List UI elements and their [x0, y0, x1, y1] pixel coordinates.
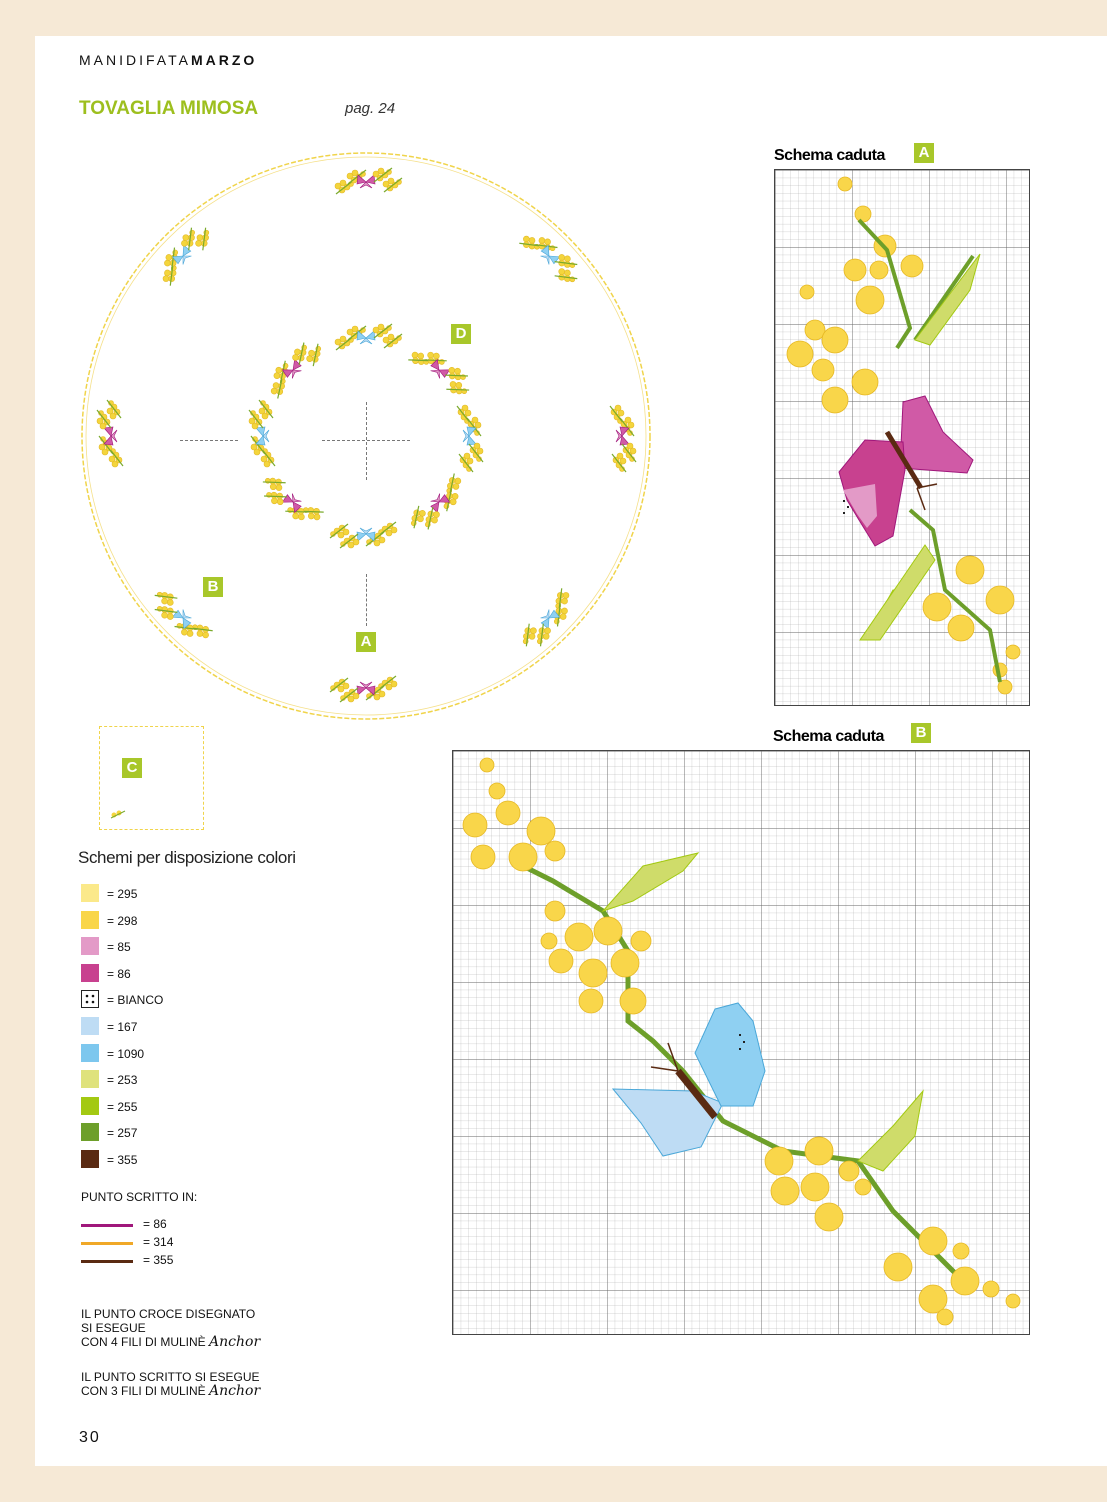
anchor-logo: Anchor [209, 1334, 261, 1350]
legend-code: = 86 [107, 966, 131, 981]
schema-b-title: Schema caduta [773, 728, 884, 745]
thread-line [81, 1224, 133, 1227]
color-swatch [81, 1017, 99, 1035]
note-line: IL PUNTO CROCE DISEGNATO [81, 1307, 256, 1321]
color-swatch [81, 911, 99, 929]
color-swatch [81, 990, 99, 1008]
color-swatch [81, 937, 99, 955]
legend-item [81, 884, 261, 904]
color-swatch [81, 1097, 99, 1115]
legend-code: = 253 [107, 1073, 138, 1088]
note-line [81, 1335, 260, 1349]
punto-scritto-item [81, 1234, 201, 1250]
legend-code: = 298 [107, 913, 138, 928]
color-swatch [81, 884, 99, 902]
legend-code: = 255 [107, 1099, 138, 1114]
page-reference: pag. 24 [345, 100, 396, 117]
color-swatch [81, 964, 99, 982]
dot-symbol [82, 991, 98, 1007]
punto-scritto-item [81, 1216, 201, 1232]
cross-stitch-note [81, 1307, 260, 1349]
legend-code: = BIANCO [107, 993, 164, 1008]
napkin-motif [109, 808, 129, 820]
legend-code: = 167 [107, 1020, 138, 1034]
center-line-left [180, 440, 238, 441]
legend-code: = 257 [107, 1126, 138, 1141]
legend-item [81, 1097, 261, 1117]
punto-scritto-title: PUNTO SCRITTO IN: [81, 1190, 198, 1204]
schema-a-title: Schema caduta [774, 147, 885, 164]
tablecloth-diagram [79, 148, 704, 726]
note-text: CON 3 FILI DI MULINÈ [81, 1384, 206, 1398]
legend-item [81, 1070, 261, 1090]
note-text: CON 4 FILI DI MULINÈ [81, 1335, 206, 1349]
legend-code: = 1090 [107, 1046, 145, 1061]
thread-line [81, 1242, 133, 1245]
legend-item [81, 1017, 261, 1037]
legend-code: = 295 [107, 887, 138, 901]
magazine-month: MARZO [190, 52, 258, 68]
thread-code: = 314 [143, 1235, 174, 1249]
legend-item [81, 937, 261, 957]
legend-item [81, 1150, 261, 1170]
legend-code: = 85 [107, 940, 131, 955]
label-d: D [451, 324, 471, 344]
legend-item [81, 990, 261, 1010]
color-swatch [81, 1070, 99, 1088]
thread-code: = 86 [143, 1217, 167, 1231]
label-a: A [356, 632, 376, 652]
note-line: IL PUNTO SCRITTO SI ESEGUE [81, 1370, 260, 1384]
legend-item [81, 1044, 261, 1064]
anchor-logo: Anchor [209, 1383, 261, 1399]
legend-code: = 355 [107, 1153, 138, 1167]
color-swatch [81, 1123, 99, 1141]
legend-item [81, 911, 261, 931]
legend-title: Schemi per disposizione colori [78, 848, 296, 867]
schema-a-grid [774, 169, 1030, 706]
legend-item [81, 1123, 261, 1143]
punto-scritto-item [81, 1252, 201, 1268]
schema-a-tag: A [914, 143, 934, 163]
schema-b-tag: B [911, 723, 931, 743]
center-line-vertical [366, 402, 367, 480]
schema-b-grid [452, 750, 1030, 1335]
legend-item [81, 964, 261, 984]
note-line [81, 1384, 260, 1398]
page-number: 30 [79, 1429, 101, 1446]
magazine-name: MANIDIFATA [79, 52, 191, 68]
color-swatch [81, 1150, 99, 1168]
magazine-header [79, 52, 257, 68]
label-b: B [203, 577, 223, 597]
note-line: SI ESEGUE [81, 1321, 146, 1335]
thread-code: = 355 [143, 1253, 174, 1267]
backstitch-note [81, 1370, 260, 1398]
color-swatch [81, 1044, 99, 1062]
thread-line [81, 1260, 133, 1263]
page-title: TOVAGLIA MIMOSA [79, 98, 259, 119]
magazine-page [35, 36, 1107, 1466]
center-line-bottom [366, 574, 367, 626]
label-c: C [122, 758, 142, 778]
